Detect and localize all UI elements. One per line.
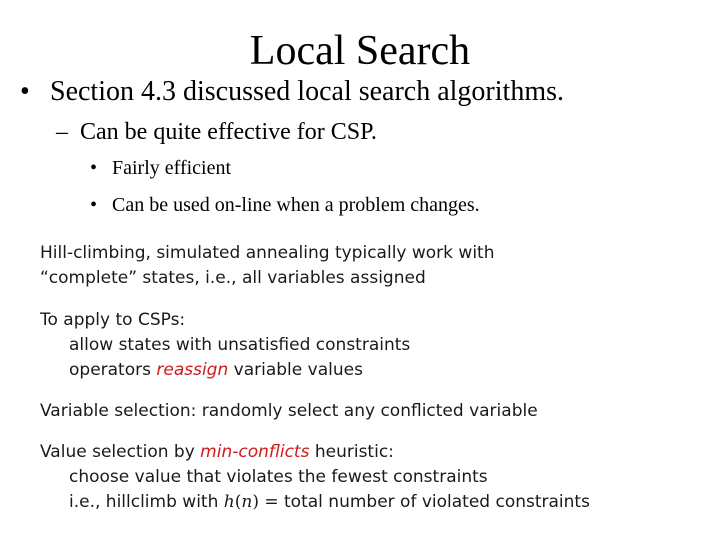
bullet-text: Fairly efficient [112, 157, 232, 179]
accent-term: reassign [156, 360, 229, 380]
slide-title: Local Search [249, 28, 471, 74]
text-segment: operators [69, 360, 157, 380]
bullet-level1 [20, 74, 564, 110]
bullet-mark: • [90, 157, 98, 179]
bullet-text: Section 4.3 discussed local search algorithms. [50, 76, 564, 107]
math-symbol: ) [252, 492, 259, 512]
bullet-text: Can be used on-line when a problem changes. [112, 194, 480, 216]
choose-value-line: choose value that violates the fewest constraints [69, 467, 488, 487]
complete-states-line: “complete” states, i.e., all variables assigned [40, 268, 426, 288]
bullet-mark: • [20, 76, 30, 107]
accent-term: min-conflicts [200, 442, 310, 462]
text-segment: heuristic: [309, 442, 394, 462]
bullet-level3 [90, 192, 480, 218]
hillclimb-line [69, 491, 590, 513]
value-selection-line [40, 441, 394, 463]
apply-heading: To apply to CSPs: [40, 310, 186, 330]
text-segment: Value selection by [40, 442, 201, 462]
bullet-level3 [90, 155, 231, 181]
apply-line-1: allow states with unsatisfied constraints [69, 335, 411, 355]
hill-climbing-line: Hill-climbing, simulated annealing typically work with [40, 243, 495, 263]
math-symbol: h [223, 492, 235, 512]
math-expression [224, 492, 284, 512]
text-segment: i.e., hillclimb with [69, 492, 224, 512]
apply-line-2 [69, 359, 363, 381]
math-symbol: ( [234, 492, 242, 512]
math-symbol: = [258, 492, 285, 512]
math-symbol: n [241, 492, 253, 512]
dash-mark: – [56, 119, 68, 145]
text-segment: variable values [228, 360, 363, 380]
bullet-mark: • [90, 194, 98, 216]
text-segment: total number of violated constraints [284, 492, 590, 512]
variable-selection-line: Variable selection: randomly select any conflicted variable [40, 401, 538, 421]
bullet-level2 [56, 116, 377, 148]
bullet-text: Can be quite effective for CSP. [80, 119, 377, 145]
